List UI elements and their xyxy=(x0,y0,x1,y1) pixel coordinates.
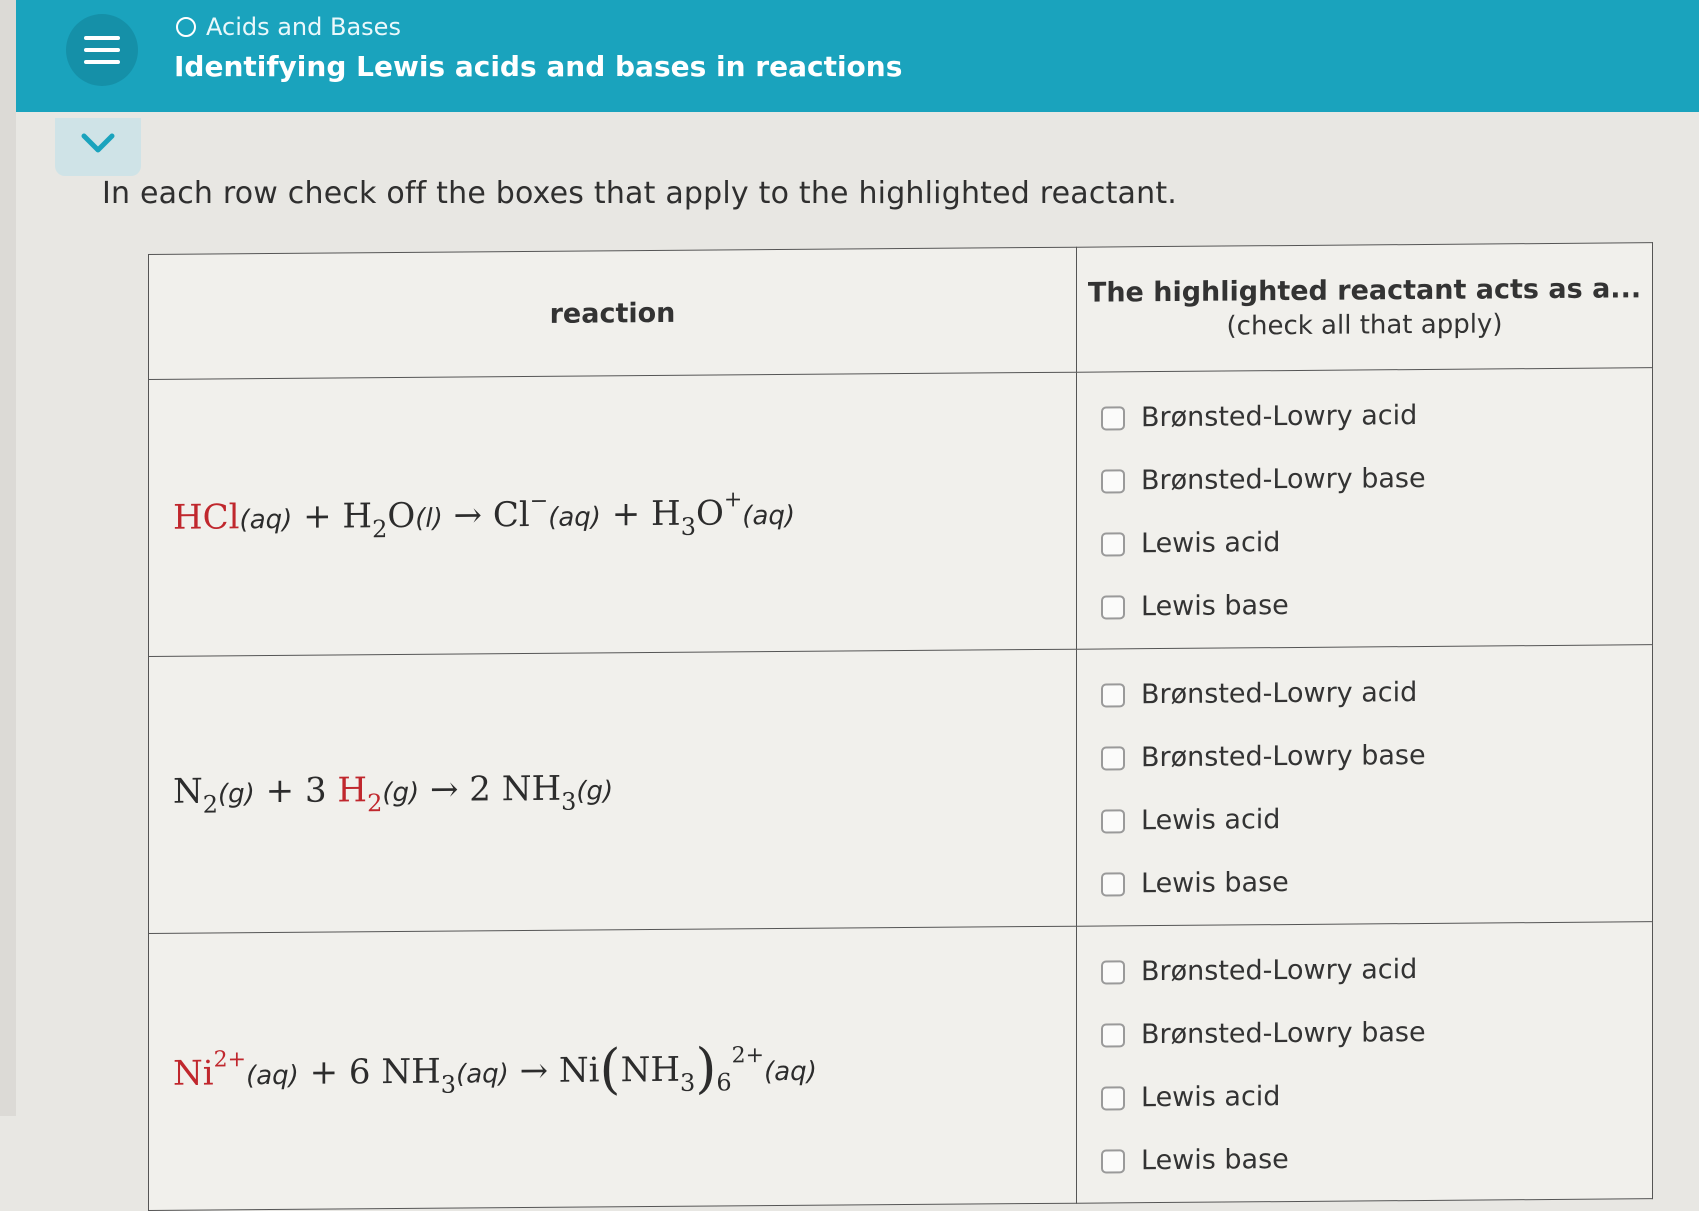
option-bronsted-base[interactable]: Brønsted-Lowry base xyxy=(1101,445,1652,512)
chevron-down-icon xyxy=(81,132,115,156)
checkbox[interactable] xyxy=(1101,532,1125,556)
option-bronsted-base[interactable]: Brønsted-Lowry base xyxy=(1101,999,1652,1066)
table-row xyxy=(149,922,1653,1211)
table-row xyxy=(149,368,1653,657)
option-lewis-acid[interactable]: Lewis acid xyxy=(1101,1062,1652,1129)
options-cell xyxy=(1077,922,1653,1204)
checkbox[interactable] xyxy=(1101,595,1125,619)
role-header-title: The highlighted reactant acts as a... xyxy=(1087,272,1642,309)
collapse-button[interactable] xyxy=(55,118,141,176)
checkbox[interactable] xyxy=(1101,1149,1125,1173)
topic-label: Acids and Bases xyxy=(206,13,401,41)
checkbox[interactable] xyxy=(1101,406,1125,430)
option-lewis-base[interactable]: Lewis base xyxy=(1101,571,1652,638)
reaction-equation: $N_2(g) + 3$ $H_2(g) \to 2$ $NH_3(g)$ xyxy=(173,768,614,819)
option-lewis-acid[interactable]: Lewis acid xyxy=(1101,508,1652,575)
checkbox[interactable] xyxy=(1101,683,1125,707)
page-title: Identifying Lewis acids and bases in reactions xyxy=(174,50,903,83)
checkbox[interactable] xyxy=(1101,1086,1125,1110)
reaction-cell xyxy=(149,926,1077,1210)
reaction-column-header: reaction xyxy=(149,247,1077,379)
checkbox[interactable] xyxy=(1101,872,1125,896)
menu-icon xyxy=(84,36,120,40)
reaction-equation: $HCl(aq) + H_2O(l) \to Cl^-(aq) + H_3O^+(aq)$ xyxy=(173,486,796,543)
reaction-cell xyxy=(149,372,1077,656)
option-bronsted-acid[interactable]: Brønsted-Lowry acid xyxy=(1101,382,1652,449)
reaction-table xyxy=(148,242,1653,1211)
option-lewis-base[interactable]: Lewis base xyxy=(1101,848,1652,915)
instruction-text: In each row check off the boxes that apply to the highlighted reactant. xyxy=(102,176,1178,211)
table-header-row xyxy=(149,243,1653,380)
options-cell xyxy=(1077,368,1653,650)
checkbox[interactable] xyxy=(1101,960,1125,984)
highlighted-reactant: $Ni^{2+}$ xyxy=(173,1046,247,1094)
checkbox[interactable] xyxy=(1101,809,1125,833)
top-header xyxy=(16,0,1699,112)
option-bronsted-base[interactable]: Brønsted-Lowry base xyxy=(1101,722,1652,789)
menu-button[interactable] xyxy=(66,14,138,86)
role-header-subtitle: (check all that apply) xyxy=(1226,308,1503,342)
options-cell xyxy=(1077,645,1653,927)
option-lewis-acid[interactable]: Lewis acid xyxy=(1101,785,1652,852)
reaction-cell xyxy=(149,649,1077,933)
topic-circle-icon xyxy=(176,17,196,37)
option-bronsted-acid[interactable]: Brønsted-Lowry acid xyxy=(1101,936,1652,1003)
checkbox[interactable] xyxy=(1101,469,1125,493)
checkbox[interactable] xyxy=(1101,746,1125,770)
option-lewis-base[interactable]: Lewis base xyxy=(1101,1125,1652,1192)
topic-line xyxy=(176,13,401,41)
highlighted-reactant: HCl xyxy=(173,496,240,538)
left-edge xyxy=(0,0,16,1116)
role-column-header xyxy=(1077,243,1653,373)
highlighted-reactant: $H_2$ xyxy=(337,769,383,817)
table-row xyxy=(149,645,1653,934)
checkbox[interactable] xyxy=(1101,1023,1125,1047)
reaction-equation: $Ni^{2+}(aq) + 6$ $NH_3(aq) \to Ni(NH_3)_6^{2+}(aq)$ xyxy=(173,1036,817,1100)
option-bronsted-acid[interactable]: Brønsted-Lowry acid xyxy=(1101,659,1652,726)
